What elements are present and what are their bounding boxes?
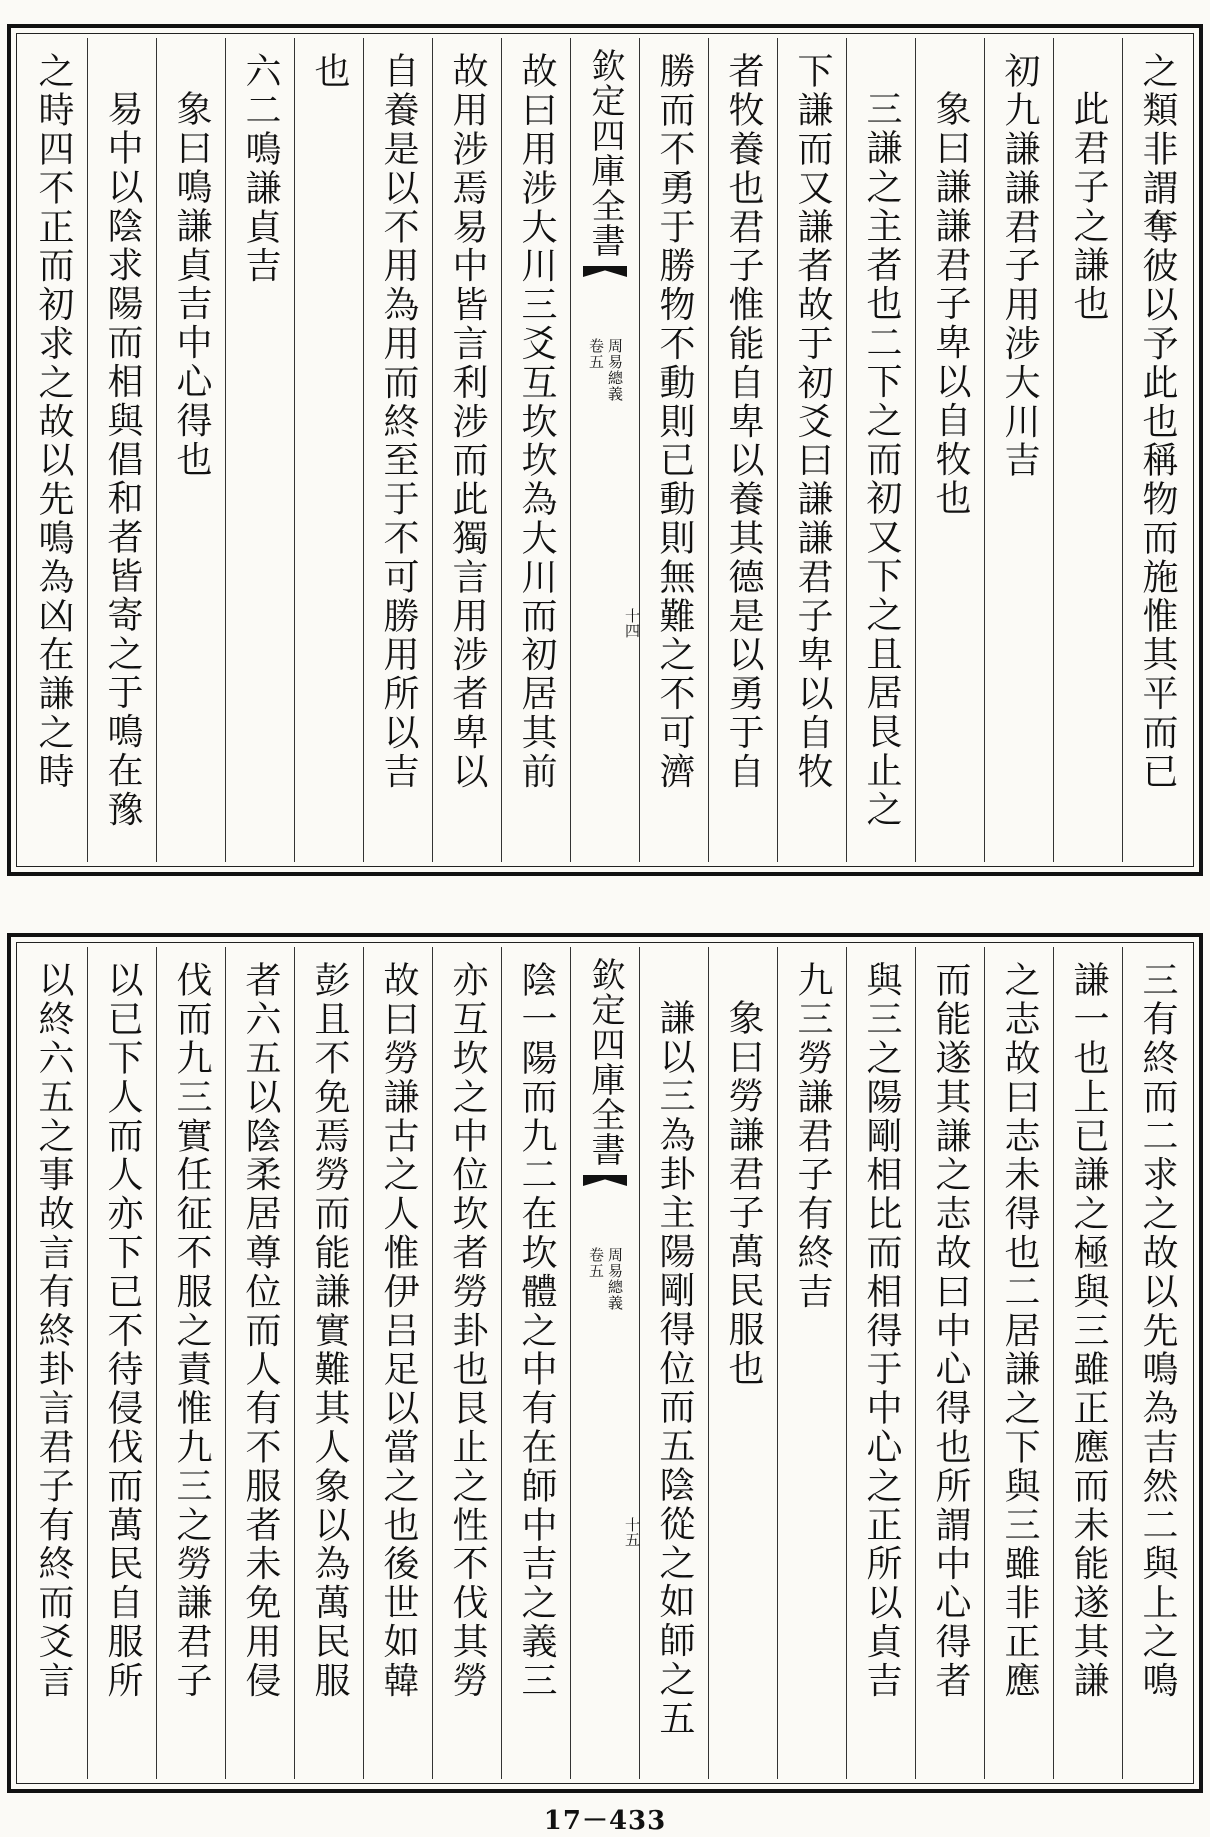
book-series-title: 欽定四庫全書 <box>585 957 625 1167</box>
text-columns-top <box>19 38 1191 862</box>
column-text: 謙一也上已謙之極與三雖正應而未能遂其謙 <box>1068 961 1109 1701</box>
text-column <box>19 38 87 862</box>
fish-tail-ornament <box>583 266 627 288</box>
column-text: 者牧養也君子惟能自卑以養其德是以勇于自 <box>723 52 764 792</box>
scan-page-number: 17－433 <box>543 1806 667 1836</box>
text-columns-bottom <box>19 947 1191 1779</box>
text-column <box>432 947 501 1779</box>
column-text: 初九謙謙君子用涉大川吉 <box>999 52 1040 480</box>
leaf-page-number: 十五 <box>623 1517 641 1547</box>
text-column <box>294 947 363 1779</box>
text-column <box>984 38 1053 862</box>
column-text: 謙以三為卦主陽剛得位而五陰從之如師之五 <box>654 999 695 1739</box>
text-column <box>1122 38 1191 862</box>
text-column <box>225 947 294 1779</box>
text-column <box>915 947 984 1779</box>
text-column <box>777 38 846 862</box>
book-name: 周易總義 <box>606 1247 624 1311</box>
leaf-page-number: 十四 <box>623 608 641 638</box>
text-column <box>708 38 777 862</box>
text-column <box>984 947 1053 1779</box>
column-text: 故曰用涉大川三爻互坎坎為大川而初居其前 <box>516 52 557 792</box>
text-column <box>294 38 363 862</box>
column-text: 易中以陰求陽而相與倡和者皆寄之于鳴在豫 <box>102 90 143 830</box>
book-name: 周易總義 <box>606 338 624 402</box>
column-text: 故曰勞謙古之人惟伊吕足以當之也後世如韓 <box>378 961 419 1701</box>
column-text: 三有終而二求之故以先鳴為吉然二與上之鳴 <box>1137 961 1178 1701</box>
text-column <box>156 38 225 862</box>
text-column <box>156 947 225 1779</box>
column-text: 象曰鳴謙貞吉中心得也 <box>171 90 212 479</box>
text-column <box>19 947 87 1779</box>
column-text: 伐而九三實任征不服之責惟九三之勞謙君子 <box>171 961 212 1701</box>
column-text: 象曰謙謙君子卑以自牧也 <box>930 90 971 518</box>
page-panel-top <box>7 24 1203 876</box>
text-column <box>87 38 156 862</box>
column-text: 以終六五之事故言有終卦言君子有終而爻言 <box>33 961 74 1701</box>
text-column <box>501 38 570 862</box>
book-meta <box>575 338 635 402</box>
text-column <box>87 947 156 1779</box>
text-column <box>1053 947 1122 1779</box>
text-column <box>363 38 432 862</box>
text-column <box>225 38 294 862</box>
text-column <box>846 38 915 862</box>
volume-label: 卷五 <box>587 338 605 370</box>
text-column <box>777 947 846 1779</box>
center-fold <box>570 38 639 862</box>
text-column <box>501 947 570 1779</box>
book-meta <box>575 1247 635 1311</box>
column-text: 者六五以陰柔居尊位而人有不服者未免用侵 <box>240 961 281 1701</box>
text-column <box>708 947 777 1779</box>
text-column <box>639 38 708 862</box>
column-text: 象曰勞謙君子萬民服也 <box>723 999 764 1388</box>
text-column <box>363 947 432 1779</box>
column-text: 陰一陽而九二在坎體之中有在師中吉之義三 <box>516 961 557 1701</box>
column-text: 以已下人而人亦下已不待侵伐而萬民自服所 <box>102 961 143 1701</box>
column-text: 此君子之謙也 <box>1068 90 1109 324</box>
page-panel-bottom <box>7 933 1203 1793</box>
column-text: 之類非謂奪彼以予此也稱物而施惟其平而已 <box>1137 52 1178 792</box>
text-column <box>846 947 915 1779</box>
text-column <box>915 38 984 862</box>
text-column <box>1053 38 1122 862</box>
volume-label: 卷五 <box>587 1247 605 1279</box>
column-text: 故用涉焉易中皆言利涉而此獨言用涉者卑以 <box>447 52 488 792</box>
column-text: 彭且不免焉勞而能謙實難其人象以為萬民服 <box>309 961 350 1701</box>
column-text: 亦互坎之中位坎者勞卦也艮止之性不伐其勞 <box>447 961 488 1701</box>
column-text: 勝而不勇于勝物不動則已動則無難之不可濟 <box>654 52 695 792</box>
column-text: 而能遂其謙之志故曰中心得也所謂中心得者 <box>930 961 971 1701</box>
text-column <box>1122 947 1191 1779</box>
column-text: 之志故曰志未得也二居謙之下與三雖非正應 <box>999 961 1040 1701</box>
fish-tail-ornament <box>583 1175 627 1197</box>
book-series-title: 欽定四庫全書 <box>585 48 625 258</box>
column-text: 九三勞謙君子有終吉 <box>792 961 833 1312</box>
column-text: 之時四不正而初求之故以先鳴為凶在謙之時 <box>33 52 74 792</box>
column-text: 也 <box>309 52 350 91</box>
text-column <box>639 947 708 1779</box>
column-text: 六二鳴謙貞吉 <box>240 52 281 286</box>
text-column <box>432 38 501 862</box>
column-text: 與三之陽剛相比而相得于中心之正所以貞吉 <box>861 961 902 1701</box>
column-text: 自養是以不用為用而終至于不可勝用所以吉 <box>378 52 419 792</box>
center-fold <box>570 947 639 1779</box>
column-text: 三謙之主者也二下之而初又下之且居艮止之 <box>861 90 902 830</box>
column-text: 下謙而又謙者故于初爻曰謙謙君子卑以自牧 <box>792 52 833 792</box>
